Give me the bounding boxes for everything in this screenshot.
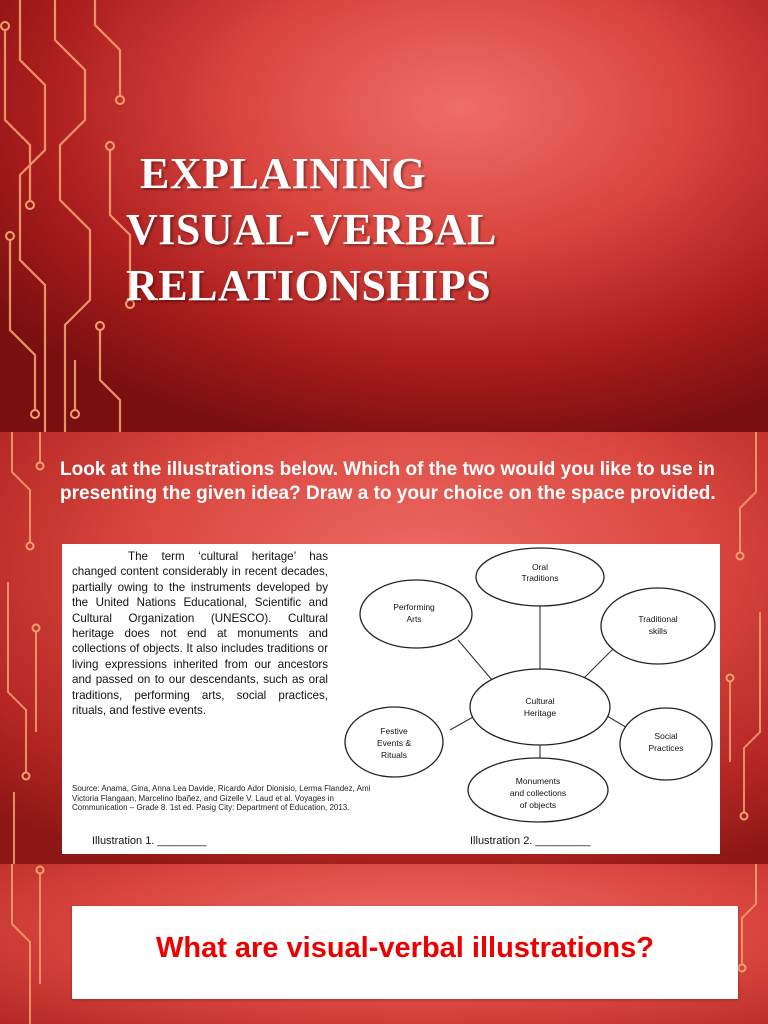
node-label: Monuments (515, 776, 561, 786)
node-label: Social (654, 731, 678, 741)
node-label: Practices (648, 743, 684, 753)
svg-text:of objects (520, 800, 556, 810)
illustration-1-label: Illustration 1. ________ (92, 835, 207, 847)
node-label: Festive (380, 726, 408, 736)
illustration-slide (0, 432, 768, 864)
illustration-panel (62, 544, 720, 854)
center-label-1: Cultural (525, 696, 555, 706)
node-label: and collections (509, 788, 567, 798)
cultural-heritage-diagram (342, 544, 720, 834)
svg-text:skills (649, 626, 667, 636)
svg-text:Performing (393, 602, 435, 612)
svg-text:Heritage (524, 708, 556, 718)
node-label: Traditional (638, 614, 678, 624)
node-label: Rituals (381, 750, 407, 760)
svg-text:Cultural (525, 696, 554, 706)
question-box (72, 906, 738, 999)
diagram-center-node (470, 669, 610, 745)
svg-text:Monuments (516, 776, 560, 786)
node-label: Oral (531, 562, 549, 572)
svg-text:Rituals (381, 750, 407, 760)
circuit-decoration-left (0, 432, 60, 864)
svg-text:Traditional (638, 614, 677, 624)
node-label: Arts (406, 614, 422, 624)
question-slide (0, 864, 768, 1024)
slide-title (126, 146, 497, 314)
question-text: What are visual-verbal illustrations? (156, 932, 654, 964)
node-label: skills (648, 626, 668, 636)
title-line-3: RELATIONSHIPS (126, 261, 492, 310)
svg-text:Arts (406, 614, 421, 624)
svg-text:Social (654, 731, 677, 741)
node-label: Events & (376, 738, 412, 748)
illustration-2-label: Illustration 2. _________ (470, 835, 591, 847)
center-label-2: Heritage (523, 708, 557, 718)
node-label: of objects (519, 800, 557, 810)
instruction-text: Look at the illustrations below. Which of the two would you like to use in presenting the given idea? Draw a to your choice on the space provided. (60, 459, 716, 504)
node-label: Traditions (521, 573, 559, 583)
svg-text:Traditions (521, 573, 558, 583)
circuit-decoration-left (0, 864, 60, 1024)
svg-text:Oral (532, 562, 548, 572)
cultural-heritage-paragraph: The term ‘cultural heritage’ has changed content considerably in recent decades, partially owing to the instruments developed by the United Nations Educational, Scientific and Cultural Organization (UNESCO). Cultural heritage does not end at monuments and collections of objects. It also includes traditions or living expressions inherited from our ancestors and passed on to our descendants, such as oral traditions, performing arts, social practices, rituals, and festive events. (72, 550, 328, 718)
title-slide (0, 0, 768, 432)
node-label: Performing (393, 602, 435, 612)
source-citation: Source: Anama, Gina, Anna Lea Davide, Ricardo Ador Dionisio, Lerma Flandez, Ami Victoria Flangaan, Marcelino Ibañez, and Gizelle V. Laud et al. Voyages in Communication – Grade 8. 1st ed. Pasig City: Department of Education, 2013. (72, 784, 371, 812)
svg-text:Festive (380, 726, 408, 736)
svg-text:Practices (649, 743, 684, 753)
svg-text:and collections (510, 788, 566, 798)
title-line-2: VISUAL-VERBAL (126, 205, 497, 254)
title-line-1: EXPLAINING (140, 149, 427, 198)
svg-text:Events & (377, 738, 411, 748)
